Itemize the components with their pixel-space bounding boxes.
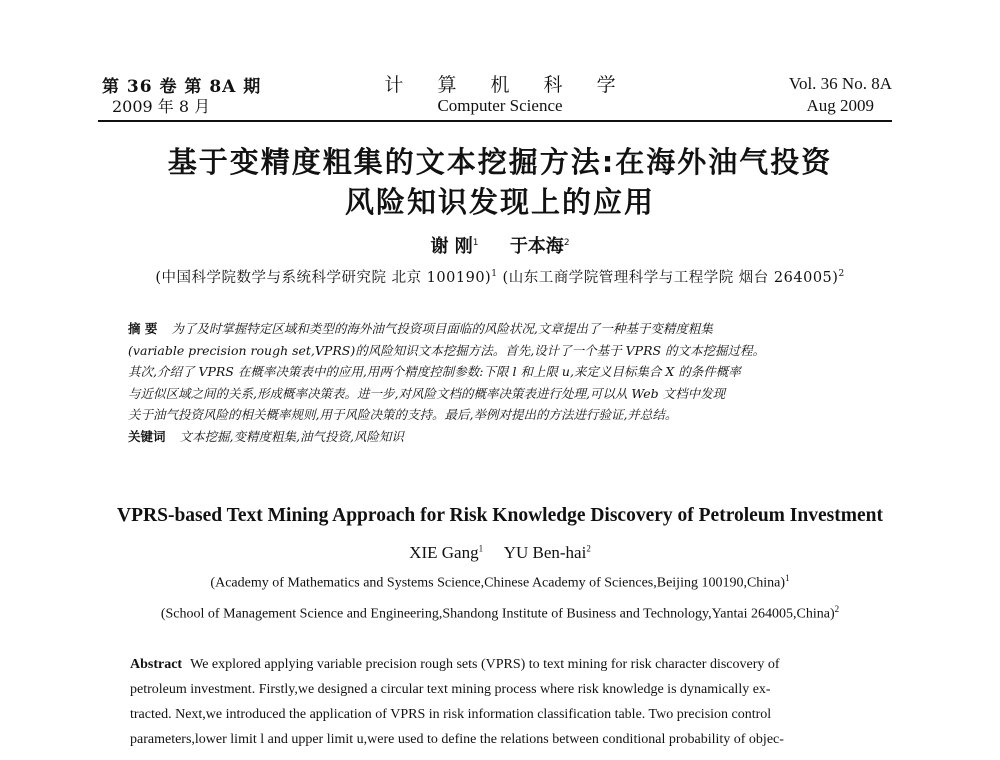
affiliation-en-1 <box>0 573 1000 592</box>
journal-name-cn: 计 算 机 科 学 <box>384 74 630 96</box>
abstract-en-line: parameters,lower limit l and upper limit u,were used to define the relations between conditional probability of objec- <box>130 732 784 747</box>
abstract-cn-label: 摘 要 <box>128 321 158 336</box>
paper-title-en: VPRS-based Text Mining Approach for Risk Knowledge Discovery of Petroleum Investment <box>117 505 883 526</box>
abstract-cn-line <box>128 318 873 340</box>
affiliation-cn <box>0 266 1000 287</box>
author2-cn: 于本海 <box>509 236 564 257</box>
paper-title-cn-line2: 风险知识发现上的应用 <box>344 185 655 219</box>
author1-cn: 谢 刚 <box>430 236 473 257</box>
affiliation-cn-1-sup: 1 <box>491 269 498 280</box>
author1-en-sup: 1 <box>478 543 484 554</box>
abstract-cn <box>128 318 873 447</box>
abstract-en-label: Abstract <box>130 657 183 672</box>
abstract-cn-line: 关于油气投资风险的相关概率规则,用于风险决策的支持。最后,举例对提出的方法进行验证,并总结。 <box>128 407 678 422</box>
abstract-cn-line: 其次,介绍了 VPRS 在概率决策表中的应用,用两个精度控制参数:下限 l 和上限 u,来定义目标集合 X 的条件概率 <box>128 364 741 379</box>
author2-cn-sup: 2 <box>563 238 570 248</box>
affiliation-en-2-sup: 2 <box>834 604 840 614</box>
affiliation-en-2-text: (School of Management Science and Engineering,Shandong Institute of Business and Technology,Yantai 264005,China) <box>160 606 835 622</box>
abstract-en <box>130 652 875 752</box>
journal-volume-en: Vol. 36 No. 8A <box>788 74 892 93</box>
journal-name-en: Computer Science <box>437 96 563 115</box>
abstract-cn-line: (variable precision rough set,VPRS)的风险知识文本挖掘方法。首先,设计了一个基于 VPRS 的文本挖掘过程。 <box>128 342 766 358</box>
author1-cn-sup: 1 <box>472 238 479 248</box>
affiliation-cn-2: (山东工商学院管理科学与工程学院 烟台 264005) <box>497 270 839 286</box>
abstract-cn-text: 为了及时掌握特定区域和类型的海外油气投资项目面临的风险状况,文章提出了一种基于变精度粗集 <box>171 321 713 336</box>
journal-volume-cn: 第 36 卷 第 8A 期 <box>102 77 262 97</box>
keywords-cn-label: 关键词 <box>128 428 166 444</box>
paper-title-cn-line1: 基于变精度粗集的文本挖掘方法:在海外油气投资 <box>167 145 833 179</box>
journal-date-cn: 2009 年 8 月 <box>112 97 211 116</box>
journal-date-en: Aug 2009 <box>806 96 874 115</box>
header-rule <box>98 120 892 122</box>
affiliation-en-2 <box>0 604 1000 623</box>
keywords-cn-text: 文本挖掘,变精度粗集,油气投资,风险知识 <box>179 428 404 444</box>
abstract-en-line: tracted. Next,we introduced the application of VPRS in risk information classification table. Two precision control <box>130 707 772 722</box>
author2-en-sup: 2 <box>586 543 591 554</box>
affiliation-cn-2-sup: 2 <box>838 269 845 280</box>
abstract-en-text: We explored applying variable precision rough sets (VPRS) to text mining for risk character discovery of <box>190 657 780 672</box>
abstract-en-line: petroleum investment. Firstly,we designed a circular text mining process where risk knowledge is dynamically ex- <box>130 682 771 697</box>
keywords-cn <box>128 426 873 448</box>
affiliation-en-1-sup: 1 <box>785 573 790 583</box>
affiliation-en-1-text: (Academy of Mathematics and Systems Science,Chinese Academy of Sciences,Beijing 100190,China) <box>210 575 786 591</box>
affiliation-cn-1: (中国科学院数学与系统科学研究院 北京 100190) <box>155 270 492 286</box>
abstract-cn-line: 与近似区域之间的关系,形成概率决策表。进一步,对风险文档的概率决策表进行处理,可以从 Web 文档中发现 <box>128 385 726 401</box>
abstract-en-line <box>130 652 875 677</box>
authors-cn <box>0 232 1000 258</box>
author2-en: YU Ben-hai <box>503 543 587 562</box>
author1-en: XIE Gang <box>409 543 479 562</box>
authors-en <box>0 543 1000 563</box>
